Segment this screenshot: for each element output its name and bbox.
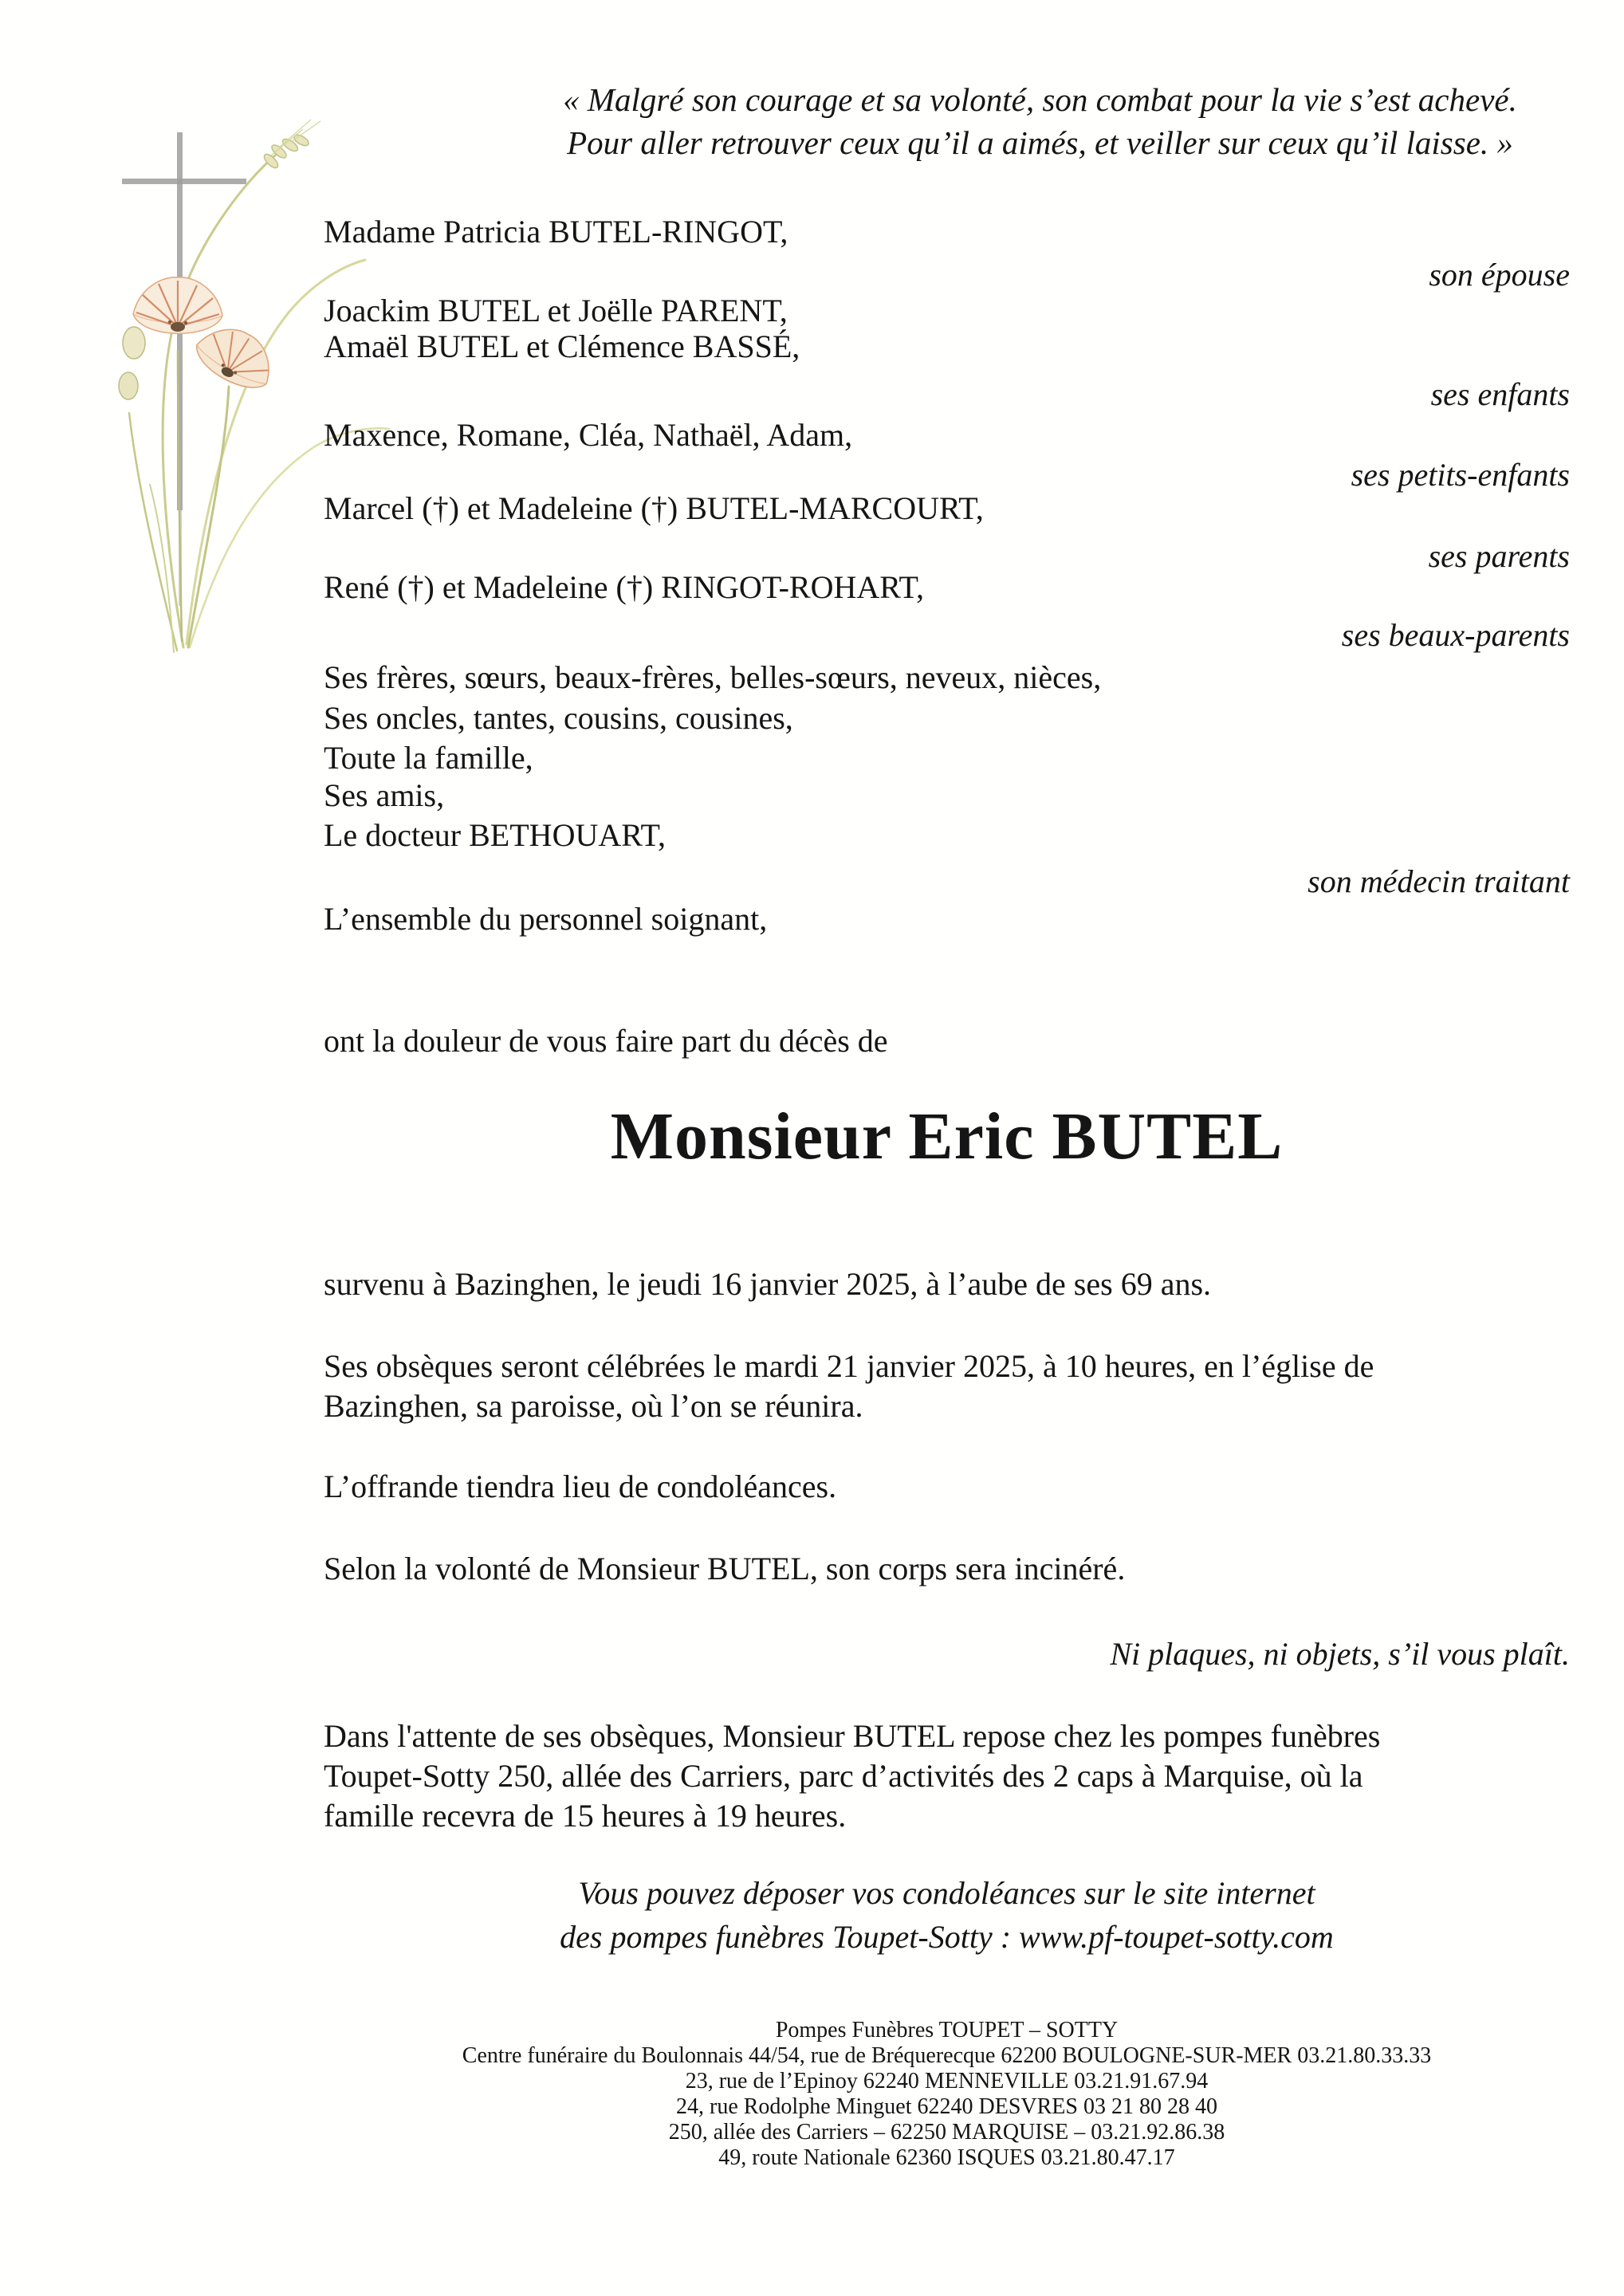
funeral-home-address: 24, rue Rodolphe Minguet 62240 DESVRES 03 21 80 28 40	[676, 2094, 1217, 2119]
funeral-home-address: 49, route Nationale 62360 ISQUES 03.21.80.47.17	[718, 2145, 1175, 2170]
announcement-intro: ont la douleur de vous faire part du décès de	[324, 1023, 888, 1059]
funeral-details-line-1: Ses obsèques seront célébrées le mardi 21 janvier 2025, à 10 heures, en l’église de	[324, 1348, 1374, 1384]
wheat-ear	[262, 120, 320, 170]
offering-line: L’offrande tiendra lieu de condoléances.	[324, 1468, 837, 1504]
doctor-relation-label: son médecin traitant	[1307, 863, 1570, 899]
parents-names: Marcel (†) et Madeleine (†) BUTEL-MARCOURT,	[324, 490, 984, 526]
grandchildren-names: Maxence, Romane, Cléa, Nathaël, Adam,	[324, 417, 853, 453]
poppy-flower	[133, 277, 222, 333]
funeral-details-line-2: Bazinghen, sa paroisse, où l’on se réunira.	[324, 1388, 863, 1424]
spouse-relation-label: son épouse	[1429, 257, 1570, 293]
extended-family-line-4: Ses amis,	[324, 777, 445, 813]
children-relation-label: ses enfants	[1430, 376, 1570, 412]
spouse-name: Madame Patricia BUTEL-RINGOT,	[324, 214, 788, 250]
funeral-home-address: 23, rue de l’Epinoy 62240 MENNEVILLE 03.21.91.67.94	[685, 2069, 1209, 2094]
extended-family-line-2: Ses oncles, tantes, cousins, cousines,	[324, 700, 793, 736]
children-name-line-2: Amaël BUTEL et Clémence BASSÉ,	[324, 328, 800, 364]
cremation-line: Selon la volonté de Monsieur BUTEL, son corps sera incinéré.	[324, 1551, 1126, 1586]
repose-line-3: famille recevra de 15 heures à 19 heures.	[324, 1798, 847, 1834]
poppy-buds	[119, 327, 145, 399]
no-plaques-plea: Ni plaques, ni objets, s’il vous plaît.	[1110, 1636, 1570, 1672]
quote-line-2: Pour aller retrouver ceux qu’il a aimés, et veiller sur ceux qu’il laisse. »	[567, 124, 1513, 161]
parents-in-law-names: René (†) et Madeleine (†) RINGOT-ROHART,	[324, 569, 924, 605]
funeral-home-address: Centre funéraire du Boulonnais 44/54, rue de Bréquerecque 62200 BOULOGNE-SUR-MER 03.21.80.33.33	[462, 2043, 1432, 2068]
parents-relation-label: ses parents	[1428, 538, 1570, 574]
parents-in-law-relation-label: ses beaux-parents	[1341, 617, 1570, 653]
repose-line-2: Toupet-Sotty 250, allée des Carriers, parc d’activités des 2 caps à Marquise, où la	[324, 1758, 1363, 1794]
children-name-line-1: Joackim BUTEL et Joëlle PARENT,	[324, 293, 788, 328]
doctor-name-line: Le docteur BETHOUART,	[324, 817, 666, 853]
death-details-line: survenu à Bazinghen, le jeudi 16 janvier 2025, à l’aube de ses 69 ans.	[324, 1266, 1212, 1302]
funeral-home-address: 250, allée des Carriers – 62250 MARQUISE – 03.21.92.86.38	[668, 2120, 1225, 2145]
funeral-home-name: Pompes Funèbres TOUPET – SOTTY	[775, 2018, 1119, 2042]
repose-line-1: Dans l'attente de ses obsèques, Monsieur BUTEL repose chez les pompes funèbres	[324, 1718, 1381, 1754]
medical-staff-line: L’ensemble du personnel soignant,	[324, 901, 768, 937]
online-condolences-line-1: Vous pouvez déposer vos condoléances sur le site internet	[578, 1875, 1315, 1911]
deceased-name-title: Monsieur Eric BUTEL	[610, 1099, 1284, 1174]
quote-line-1: « Malgré son courage et sa volonté, son combat pour la vie s’est achevé.	[563, 81, 1517, 118]
grandchildren-relation-label: ses petits-enfants	[1351, 457, 1570, 493]
online-condolences-line-2: des pompes funèbres Toupet-Sotty : www.pf-toupet-sotty.com	[560, 1919, 1334, 1955]
extended-family-line-3: Toute la famille,	[324, 740, 533, 776]
extended-family-line-1: Ses frères, sœurs, beaux-frères, belles-sœurs, neveux, nièces,	[324, 659, 1102, 695]
